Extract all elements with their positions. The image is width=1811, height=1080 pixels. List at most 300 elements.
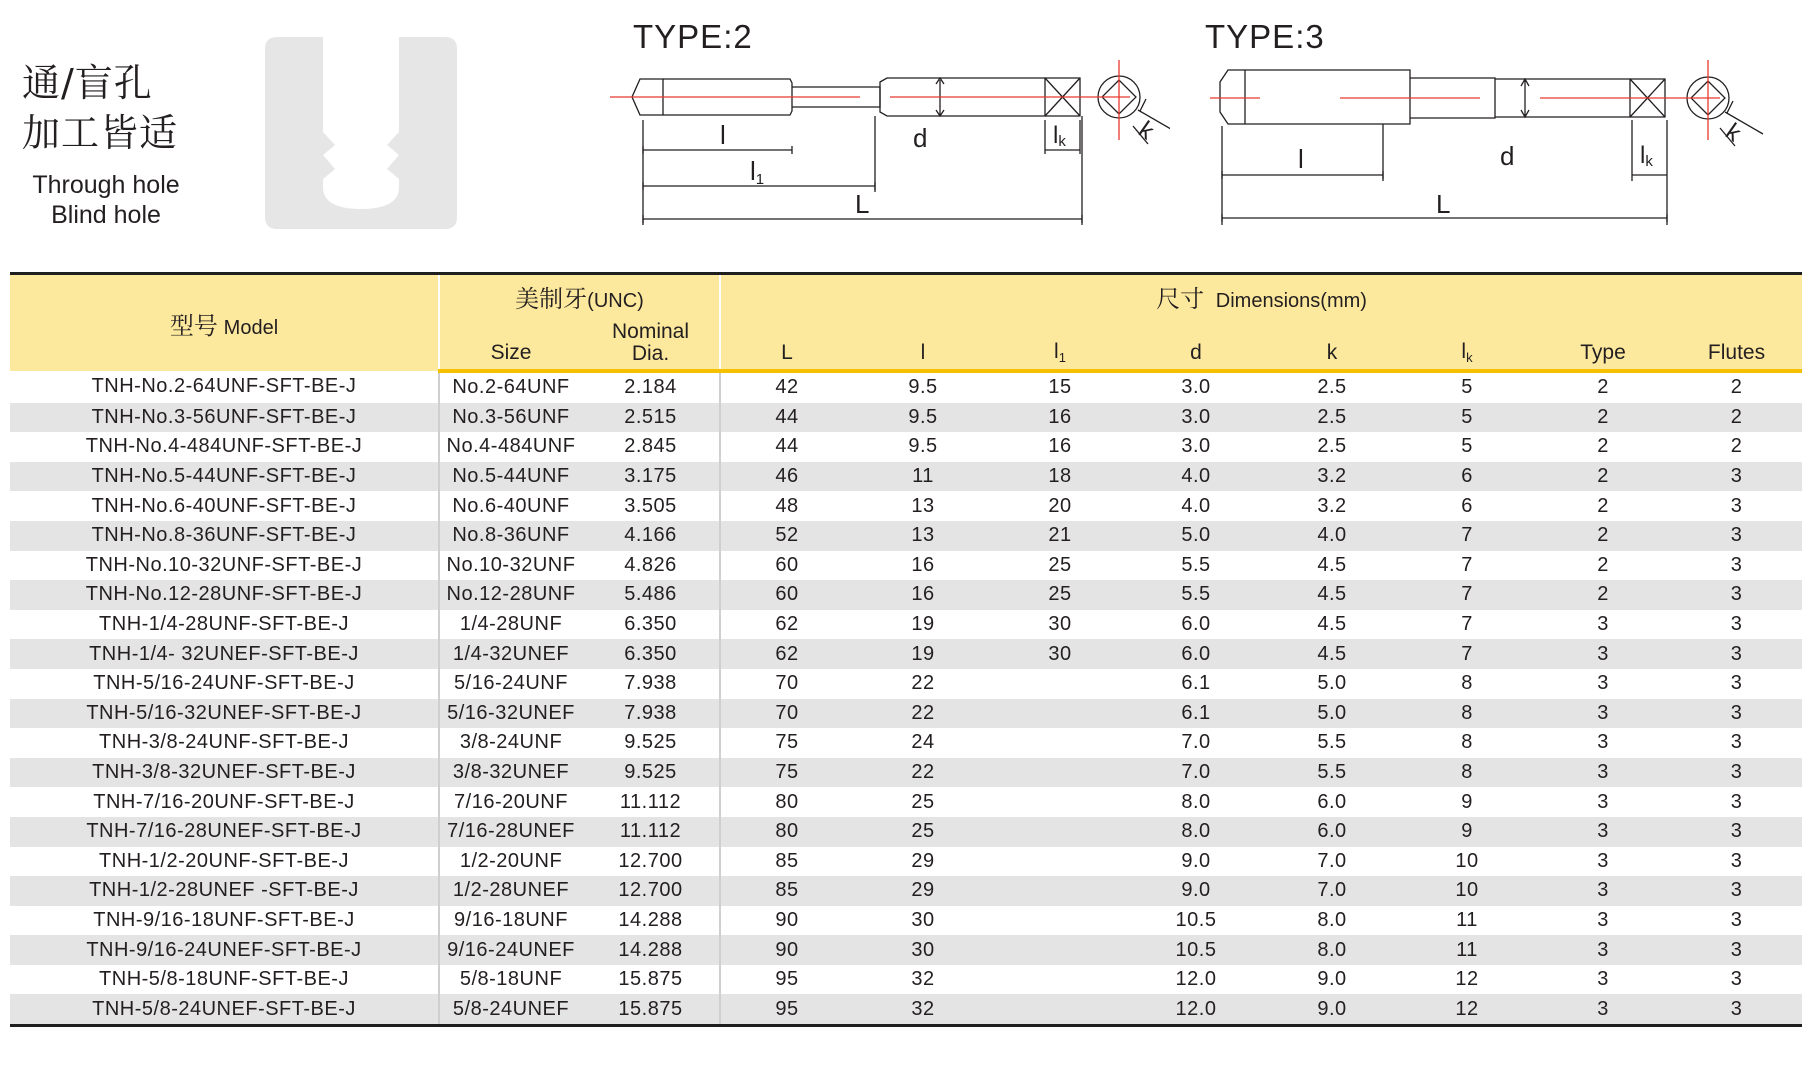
k-cell: 5.5 [1265, 728, 1399, 758]
type-header: Type [1535, 317, 1671, 371]
type-cell: 2 [1535, 371, 1671, 403]
l-cell: 16 [853, 580, 993, 610]
nominal-dia-cell: 4.826 [582, 551, 720, 581]
l1-sub: 1 [1058, 350, 1066, 365]
flutes-cell: 3 [1671, 758, 1802, 788]
d-cell: 8.0 [1127, 787, 1265, 817]
L-cell: 70 [720, 699, 853, 729]
l1-cell [993, 728, 1127, 758]
flutes-cell: 3 [1671, 817, 1802, 847]
l-header: l [853, 317, 993, 371]
nominal-dia-cell: 2.515 [582, 403, 720, 433]
L-cell: 90 [720, 906, 853, 936]
flutes-cell: 3 [1671, 965, 1802, 995]
flutes-cell: 3 [1671, 462, 1802, 492]
table-row [10, 965, 1802, 995]
flutes-cell: 3 [1671, 876, 1802, 906]
l-cell: 13 [853, 491, 993, 521]
k-cell: 7.0 [1265, 876, 1399, 906]
d-cell: 10.5 [1127, 935, 1265, 965]
model-cell: TNH-3/8-32UNEF-SFT-BE-J [10, 758, 439, 788]
L-cell: 52 [720, 521, 853, 551]
table-row [10, 403, 1802, 433]
d-cell: 6.1 [1127, 699, 1265, 729]
k-cell: 9.0 [1265, 965, 1399, 995]
type2-l1-label: l1 [750, 156, 765, 188]
L-cell: 48 [720, 491, 853, 521]
model-header-en: Model [223, 316, 279, 339]
model-cell: TNH-9/16-18UNF-SFT-BE-J [10, 906, 439, 936]
l-cell: 9.5 [853, 432, 993, 462]
type-cell: 3 [1535, 847, 1671, 877]
d-cell: 5.0 [1127, 521, 1265, 551]
table-body [10, 371, 1802, 1026]
type-cell: 3 [1535, 758, 1671, 788]
d-header: d [1127, 317, 1265, 371]
l1-cell: 16 [993, 403, 1127, 433]
model-cell: TNH-1/2-20UNF-SFT-BE-J [10, 847, 439, 877]
model-cell: TNH-No.6-40UNF-SFT-BE-J [10, 491, 439, 521]
k-cell: 3.2 [1265, 462, 1399, 492]
table-header [10, 274, 1802, 372]
lk-cell: 12 [1399, 965, 1535, 995]
k-cell: 5.0 [1265, 699, 1399, 729]
model-cell: TNH-9/16-24UNEF-SFT-BE-J [10, 935, 439, 965]
l-cell: 32 [853, 994, 993, 1025]
k-cell: 6.0 [1265, 787, 1399, 817]
lk-cell: 12 [1399, 994, 1535, 1025]
d-cell: 3.0 [1127, 432, 1265, 462]
nominal-dia-cell: 12.700 [582, 876, 720, 906]
model-cell: TNH-No.4-484UNF-SFT-BE-J [10, 432, 439, 462]
flutes-header: Flutes [1671, 317, 1802, 371]
l1-cell [993, 787, 1127, 817]
d-cell: 6.0 [1127, 610, 1265, 640]
lk-cell: 10 [1399, 876, 1535, 906]
size-cell: No.12-28UNF [439, 580, 582, 610]
d-cell: 3.0 [1127, 371, 1265, 403]
table-row [10, 994, 1802, 1025]
size-cell: 1/4-32UNEF [439, 639, 582, 669]
d-cell: 6.0 [1127, 639, 1265, 669]
lk-cell: 8 [1399, 669, 1535, 699]
l-cell: 19 [853, 639, 993, 669]
table-row [10, 728, 1802, 758]
l1-cell [993, 906, 1127, 936]
lk-sub: k [1466, 350, 1473, 365]
table-row [10, 758, 1802, 788]
type-cell: 3 [1535, 699, 1671, 729]
table-row [10, 610, 1802, 640]
type2-lk-label: lk [1053, 122, 1066, 150]
model-cell: TNH-1/4-28UNF-SFT-BE-J [10, 610, 439, 640]
type-cell: 3 [1535, 876, 1671, 906]
size-cell: No.4-484UNF [439, 432, 582, 462]
d-cell: 5.5 [1127, 580, 1265, 610]
type-3-diagram [1200, 60, 1780, 240]
l-cell: 25 [853, 787, 993, 817]
size-cell: No.5-44UNF [439, 462, 582, 492]
flutes-cell: 3 [1671, 580, 1802, 610]
type3-lk-label: lk [1640, 142, 1653, 170]
type-cell: 2 [1535, 580, 1671, 610]
l-cell: 29 [853, 876, 993, 906]
l1-cell [993, 699, 1127, 729]
k-cell: 4.5 [1265, 580, 1399, 610]
l1-cell [993, 935, 1127, 965]
size-cell: 5/8-24UNEF [439, 994, 582, 1025]
k-cell: 7.0 [1265, 847, 1399, 877]
l-cell: 19 [853, 610, 993, 640]
table-row [10, 699, 1802, 729]
table-row [10, 906, 1802, 936]
l-cell: 16 [853, 551, 993, 581]
L-cell: 60 [720, 580, 853, 610]
l-cell: 11 [853, 462, 993, 492]
lk-cell: 7 [1399, 639, 1535, 669]
type2-d-label: d [913, 123, 928, 153]
lk-cell: 6 [1399, 462, 1535, 492]
d-cell: 5.5 [1127, 551, 1265, 581]
type-cell: 2 [1535, 521, 1671, 551]
d-cell: 7.0 [1127, 728, 1265, 758]
model-header-cn: 型号 [169, 311, 218, 340]
type-cell: 2 [1535, 403, 1671, 433]
type-cell: 3 [1535, 965, 1671, 995]
table-row [10, 787, 1802, 817]
through-hole-label: Through hole [32, 171, 180, 199]
lk-cell: 9 [1399, 817, 1535, 847]
d-cell: 8.0 [1127, 817, 1265, 847]
lk-cell: 7 [1399, 580, 1535, 610]
type3-d-label: d [1500, 141, 1515, 171]
l1-cell: 18 [993, 462, 1127, 492]
lk-cell: 5 [1399, 432, 1535, 462]
type-cell: 3 [1535, 817, 1671, 847]
k-cell: 5.0 [1265, 669, 1399, 699]
size-cell: 7/16-28UNEF [439, 817, 582, 847]
L-cell: 95 [720, 994, 853, 1025]
d-cell: 10.5 [1127, 906, 1265, 936]
l1-cell: 16 [993, 432, 1127, 462]
l-cell: 22 [853, 699, 993, 729]
k-cell: 9.0 [1265, 994, 1399, 1025]
model-cell: TNH-1/4- 32UNEF-SFT-BE-J [10, 639, 439, 669]
title-line-1: 通/盲孔 [22, 61, 153, 105]
model-cell: TNH-5/16-24UNF-SFT-BE-J [10, 669, 439, 699]
type-cell: 3 [1535, 935, 1671, 965]
type3-l-label: l [1298, 144, 1304, 174]
model-cell: TNH-No.8-36UNF-SFT-BE-J [10, 521, 439, 551]
k-cell: 8.0 [1265, 906, 1399, 936]
lk-cell: 7 [1399, 521, 1535, 551]
table-row [10, 935, 1802, 965]
flutes-cell: 2 [1671, 371, 1802, 403]
type-cell: 3 [1535, 610, 1671, 640]
type-cell: 3 [1535, 787, 1671, 817]
flutes-cell: 3 [1671, 935, 1802, 965]
nominal-dia-cell: 3.505 [582, 491, 720, 521]
l1-header [993, 317, 1127, 371]
l1-cell: 25 [993, 551, 1127, 581]
type3-k-label: k [1720, 118, 1746, 148]
nominal-dia-cell: 14.288 [582, 906, 720, 936]
L-cell: 44 [720, 403, 853, 433]
size-cell: 9/16-24UNEF [439, 935, 582, 965]
flutes-cell: 3 [1671, 610, 1802, 640]
L-cell: 75 [720, 728, 853, 758]
size-header: Size [439, 317, 582, 371]
l1-cell: 20 [993, 491, 1127, 521]
lk-cell: 11 [1399, 906, 1535, 936]
L-cell: 46 [720, 462, 853, 492]
dimensions-header-en: Dimensions(mm) [1215, 289, 1367, 312]
nominal-dia-cell: 9.525 [582, 758, 720, 788]
l-cell: 24 [853, 728, 993, 758]
d-cell: 4.0 [1127, 491, 1265, 521]
model-cell: TNH-No.12-28UNF-SFT-BE-J [10, 580, 439, 610]
nominal-dia-cell: 2.845 [582, 432, 720, 462]
hole-type-title [22, 58, 178, 158]
type-cell: 3 [1535, 994, 1671, 1025]
l-cell: 32 [853, 965, 993, 995]
dimensions-header-cn: 尺寸 [1156, 284, 1205, 313]
model-cell: TNH-No.3-56UNF-SFT-BE-J [10, 403, 439, 433]
lk-main: l [1461, 340, 1467, 363]
l1-cell [993, 817, 1127, 847]
type-2-diagram [610, 60, 1170, 240]
l-cell: 30 [853, 906, 993, 936]
lk-cell: 8 [1399, 758, 1535, 788]
table-row [10, 371, 1802, 403]
k-cell: 4.0 [1265, 521, 1399, 551]
nominal-dia-cell: 7.938 [582, 699, 720, 729]
flutes-cell: 3 [1671, 669, 1802, 699]
nominal-line2: Dia. [631, 342, 670, 365]
model-header [10, 274, 439, 372]
title-line-2: 加工皆适 [22, 111, 179, 155]
model-cell: TNH-3/8-24UNF-SFT-BE-J [10, 728, 439, 758]
nominal-dia-cell: 6.350 [582, 639, 720, 669]
l-cell: 13 [853, 521, 993, 551]
l1-cell: 15 [993, 371, 1127, 403]
L-cell: 90 [720, 935, 853, 965]
d-cell: 7.0 [1127, 758, 1265, 788]
size-cell: 9/16-18UNF [439, 906, 582, 936]
table-row [10, 817, 1802, 847]
l1-cell: 25 [993, 580, 1127, 610]
model-cell: TNH-5/8-24UNEF-SFT-BE-J [10, 994, 439, 1025]
L-cell: 62 [720, 639, 853, 669]
nominal-dia-cell: 12.700 [582, 847, 720, 877]
size-cell: 1/4-28UNF [439, 610, 582, 640]
model-cell: TNH-No.5-44UNF-SFT-BE-J [10, 462, 439, 492]
L-cell: 60 [720, 551, 853, 581]
nominal-dia-header [582, 317, 720, 371]
nominal-dia-cell: 5.486 [582, 580, 720, 610]
nominal-dia-cell: 7.938 [582, 669, 720, 699]
size-cell: No.10-32UNF [439, 551, 582, 581]
l1-cell [993, 965, 1127, 995]
k-cell: 6.0 [1265, 817, 1399, 847]
l-cell: 22 [853, 758, 993, 788]
type2-l-label: l [720, 120, 726, 150]
L-cell: 85 [720, 876, 853, 906]
l-cell: 22 [853, 669, 993, 699]
flutes-cell: 3 [1671, 551, 1802, 581]
k-cell: 4.5 [1265, 551, 1399, 581]
size-cell: 7/16-20UNF [439, 787, 582, 817]
table-row [10, 876, 1802, 906]
flutes-cell: 3 [1671, 994, 1802, 1025]
k-cell: 8.0 [1265, 935, 1399, 965]
blind-hole-label: Blind hole [51, 201, 161, 229]
lk-header [1399, 317, 1535, 371]
nominal-dia-cell: 2.184 [582, 371, 720, 403]
size-cell: No.8-36UNF [439, 521, 582, 551]
nominal-dia-cell: 15.875 [582, 994, 720, 1025]
flutes-cell: 3 [1671, 699, 1802, 729]
d-cell: 9.0 [1127, 876, 1265, 906]
spec-table [10, 272, 1802, 1027]
flutes-cell: 3 [1671, 906, 1802, 936]
lk-cell: 8 [1399, 699, 1535, 729]
unc-header [439, 274, 720, 318]
type-cell: 3 [1535, 728, 1671, 758]
k-cell: 4.5 [1265, 610, 1399, 640]
flutes-cell: 3 [1671, 491, 1802, 521]
l1-cell [993, 847, 1127, 877]
size-cell: 5/16-32UNEF [439, 699, 582, 729]
L-cell: 75 [720, 758, 853, 788]
unc-header-en: (UNC) [587, 289, 644, 312]
size-cell: 3/8-24UNF [439, 728, 582, 758]
k-cell: 2.5 [1265, 432, 1399, 462]
type-cell: 2 [1535, 432, 1671, 462]
L-cell: 95 [720, 965, 853, 995]
model-cell: TNH-5/16-32UNEF-SFT-BE-J [10, 699, 439, 729]
type-cell: 3 [1535, 906, 1671, 936]
d-cell: 4.0 [1127, 462, 1265, 492]
flutes-cell: 3 [1671, 639, 1802, 669]
type2-L-label: L [855, 189, 870, 219]
l1-cell [993, 994, 1127, 1025]
type-2-title: TYPE:2 [633, 18, 753, 55]
d-cell: 9.0 [1127, 847, 1265, 877]
size-cell: No.6-40UNF [439, 491, 582, 521]
l-cell: 29 [853, 847, 993, 877]
table-row [10, 491, 1802, 521]
type2-k-label: k [1133, 116, 1159, 146]
flutes-cell: 3 [1671, 728, 1802, 758]
flutes-cell: 3 [1671, 521, 1802, 551]
lk-cell: 10 [1399, 847, 1535, 877]
table-row [10, 551, 1802, 581]
L-cell: 85 [720, 847, 853, 877]
d-cell: 12.0 [1127, 994, 1265, 1025]
k-cell: 2.5 [1265, 403, 1399, 433]
lk-cell: 6 [1399, 491, 1535, 521]
table-row [10, 580, 1802, 610]
nominal-dia-cell: 15.875 [582, 965, 720, 995]
model-cell: TNH-No.10-32UNF-SFT-BE-J [10, 551, 439, 581]
model-cell: TNH-7/16-20UNF-SFT-BE-J [10, 787, 439, 817]
l1-cell: 30 [993, 639, 1127, 669]
k-cell: 4.5 [1265, 639, 1399, 669]
hole-type-subtitle [22, 170, 190, 230]
lk-cell: 5 [1399, 403, 1535, 433]
type-3-title: TYPE:3 [1205, 18, 1325, 55]
size-cell: 5/8-18UNF [439, 965, 582, 995]
size-cell: 1/2-28UNEF [439, 876, 582, 906]
k-cell: 3.2 [1265, 491, 1399, 521]
flutes-cell: 2 [1671, 403, 1802, 433]
lk-cell: 11 [1399, 935, 1535, 965]
l1-main: l [1054, 340, 1059, 363]
table-row [10, 639, 1802, 669]
table-row [10, 521, 1802, 551]
nominal-dia-cell: 14.288 [582, 935, 720, 965]
nominal-dia-cell: 4.166 [582, 521, 720, 551]
model-cell: TNH-1/2-28UNEF -SFT-BE-J [10, 876, 439, 906]
l-cell: 9.5 [853, 371, 993, 403]
size-cell: 5/16-24UNF [439, 669, 582, 699]
l-cell: 9.5 [853, 403, 993, 433]
d-cell: 6.1 [1127, 669, 1265, 699]
type-cell: 3 [1535, 669, 1671, 699]
nominal-dia-cell: 3.175 [582, 462, 720, 492]
l-cell: 30 [853, 935, 993, 965]
nominal-dia-cell: 11.112 [582, 787, 720, 817]
type-cell: 3 [1535, 639, 1671, 669]
l1-cell: 30 [993, 610, 1127, 640]
lk-cell: 7 [1399, 551, 1535, 581]
table-row [10, 432, 1802, 462]
L-cell: 42 [720, 371, 853, 403]
type-cell: 2 [1535, 491, 1671, 521]
unc-header-cn: 美制牙 [515, 284, 588, 313]
lk-cell: 9 [1399, 787, 1535, 817]
table-row [10, 847, 1802, 877]
nominal-dia-cell: 9.525 [582, 728, 720, 758]
table-row [10, 462, 1802, 492]
L-cell: 62 [720, 610, 853, 640]
model-cell: TNH-5/8-18UNF-SFT-BE-J [10, 965, 439, 995]
L-cell: 44 [720, 432, 853, 462]
size-cell: 1/2-20UNF [439, 847, 582, 877]
nominal-dia-cell: 11.112 [582, 817, 720, 847]
l-cell: 25 [853, 817, 993, 847]
lk-cell: 5 [1399, 371, 1535, 403]
k-header: k [1265, 317, 1399, 371]
l1-cell: 21 [993, 521, 1127, 551]
type-cell: 2 [1535, 551, 1671, 581]
L-header: L [720, 317, 853, 371]
size-cell: 3/8-32UNEF [439, 758, 582, 788]
lk-cell: 8 [1399, 728, 1535, 758]
l1-cell [993, 758, 1127, 788]
k-cell: 2.5 [1265, 371, 1399, 403]
nominal-dia-cell: 6.350 [582, 610, 720, 640]
model-cell: TNH-7/16-28UNEF-SFT-BE-J [10, 817, 439, 847]
flutes-cell: 3 [1671, 787, 1802, 817]
hole-profile-icon [265, 37, 457, 229]
l1-cell [993, 876, 1127, 906]
l1-cell [993, 669, 1127, 699]
k-cell: 5.5 [1265, 758, 1399, 788]
L-cell: 80 [720, 787, 853, 817]
d-cell: 12.0 [1127, 965, 1265, 995]
